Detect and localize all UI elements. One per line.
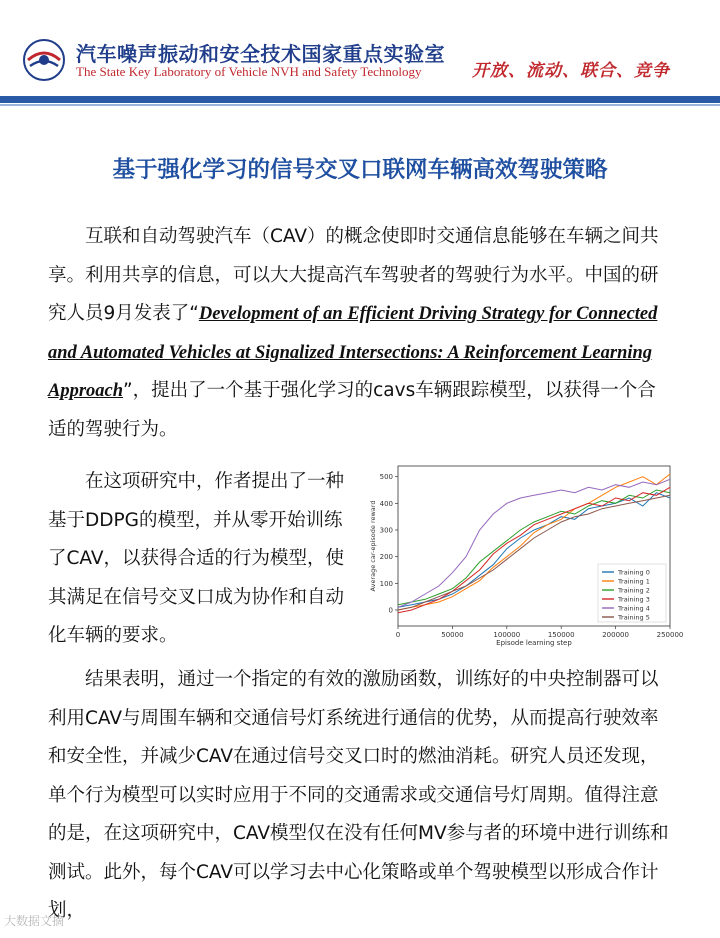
y-tick-label: 500 — [379, 473, 393, 482]
lab-slogan: 开放、流动、联合、竞争 — [472, 61, 670, 81]
legend-entry: Training 4 — [618, 604, 650, 613]
x-tick-label: 150000 — [547, 631, 575, 639]
x-axis-label: Episode learning step — [496, 639, 572, 647]
reward-chart — [366, 460, 684, 647]
paragraph-intro — [48, 218, 674, 449]
lab-logo-icon — [22, 38, 66, 82]
header-divider-thin — [0, 104, 720, 106]
article-title: 基于强化学习的信号交叉口联网车辆高效驾驶策略 — [112, 157, 608, 183]
legend-entry: Training 1 — [618, 577, 650, 586]
y-tick-label: 0 — [388, 606, 393, 615]
x-tick-label: 50000 — [441, 631, 464, 639]
y-tick-label: 300 — [379, 526, 393, 535]
x-tick-label: 250000 — [656, 631, 684, 639]
legend-entry: Training 3 — [618, 595, 650, 604]
y-tick-label: 100 — [379, 579, 393, 588]
y-tick-label: 400 — [379, 499, 393, 508]
y-tick-label: 200 — [379, 553, 393, 562]
legend-entry: Training 2 — [618, 586, 650, 595]
page-header — [0, 0, 720, 100]
paragraph-results: 结果表明，通过一个指定的有效的激励函数，训练好的中央控制器可以利用CAV与周围车辆和交通信号灯系统进行通信的优势，从而提高行驶效率和安全性，并减少CAV在通过信号交叉口时的燃油消耗。研究人员还发现，单个行为模型可以实时应用于不同的交通需求或交通信号灯周期。值得注意的是，在这项研究中，CAV模型仅在没有任何MV参与者的环境中进行训练和测试。此外，每个CAV可以学习去中心化策略或单个驾驶模型以形成合作计划， — [48, 669, 669, 921]
y-axis-label: Average car-episode reward — [369, 500, 377, 592]
legend-entry: Training 0 — [618, 568, 650, 577]
legend-entry: Training 5 — [618, 613, 650, 622]
intro-text-b: ”，提出了一个基于强化学习的cavs车辆跟踪模型，以获得一个合适的驾驶行为。 — [48, 380, 656, 440]
x-tick-label: 200000 — [602, 631, 629, 639]
paper-title-link[interactable]: Development of an Efficient Driving Strategy for Connected and Automated Vehicles at Signalized Intersections: A Reinforcement Learning Approach — [48, 304, 658, 401]
x-tick-label: 0 — [395, 631, 401, 639]
header-divider — [0, 96, 720, 103]
lab-name-en: The State Key Laboratory of Vehicle NVH and Safety Technology — [76, 64, 422, 79]
x-tick-label: 100000 — [493, 631, 521, 639]
paragraph-method: 在这项研究中，作者提出了一种基于DDPG的模型，并从零开始训练了CAV，以获得合适的行为模型，使其满足在信号交叉口成为协作和自动化车辆的要求。 — [48, 471, 345, 646]
lab-name-cn: 汽车噪声振动和安全技术国家重点实验室 — [76, 42, 445, 66]
watermark: 大数据文摘 — [4, 914, 65, 928]
intro-text-a: 互联和自动驾驶汽车（CAV）的概念使即时交通信息能够在车辆之间共享。利用共享的信息，可以大大提高汽车驾驶者的驾驶行为水平。中国的研究人员9月发表了“ — [48, 226, 659, 324]
